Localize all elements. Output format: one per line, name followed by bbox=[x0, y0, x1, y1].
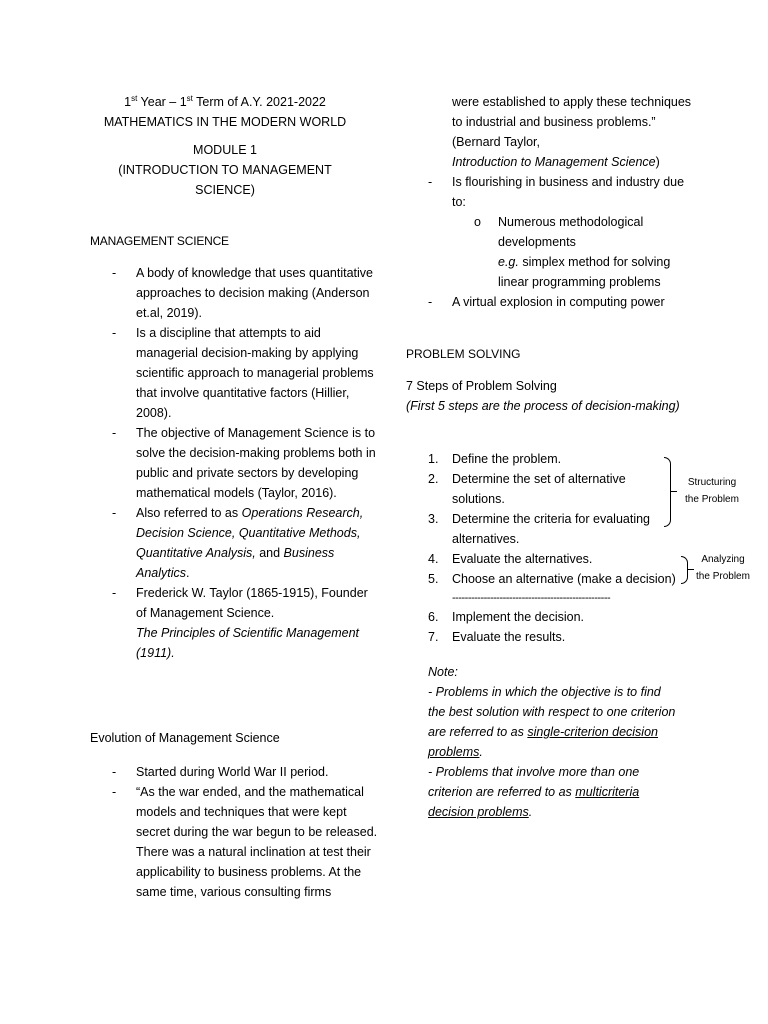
step-item: 5. Choose an alternative (make a decision) bbox=[428, 572, 676, 586]
list-item: - Frederick W. Taylor (1865-1915), Founder of Management Science. The Principles of Scientific Management (1911). bbox=[112, 586, 368, 660]
steps-subheading: 7 Steps of Problem Solving bbox=[406, 379, 557, 393]
management-science-section bbox=[90, 231, 380, 663]
step-item: 2. Determine the set of alternative solutions. bbox=[428, 472, 626, 506]
note-paragraph: - Problems that involve more than one criterion are referred to as multicriteria decision problems. bbox=[428, 765, 640, 819]
definition-list bbox=[90, 263, 380, 663]
note-section bbox=[428, 662, 678, 822]
step-item: 6. Implement the decision. bbox=[428, 610, 585, 624]
structuring-brace bbox=[664, 457, 671, 527]
year-number: 1 bbox=[124, 95, 132, 109]
steps-list bbox=[406, 449, 696, 647]
step-item: 1. Define the problem. bbox=[428, 452, 562, 466]
problem-solving-section bbox=[406, 344, 696, 416]
list-item: - The objective of Management Science is to solve the decision-making problems both in public and private sectors by developing mathematical models (Taylor, 2016). bbox=[112, 426, 376, 500]
note-label: Note: bbox=[428, 665, 458, 679]
step-divider: -------------------------------------------------- bbox=[452, 592, 611, 604]
step-item: 3. Determine the criteria for evaluating alternatives. bbox=[428, 512, 651, 546]
list-item: - A virtual explosion in computing power bbox=[428, 295, 665, 309]
step-item: 4. Evaluate the alternatives. bbox=[428, 552, 593, 566]
steps-list-container bbox=[406, 449, 696, 647]
evolution-list bbox=[90, 762, 380, 902]
note-paragraph: - Problems in which the objective is to find the best solution with respect to one criterion are referred to as single-criterion decision problems. bbox=[428, 685, 676, 759]
document-header bbox=[90, 92, 360, 200]
term-suffix: st bbox=[186, 93, 193, 103]
analyzing-brace bbox=[681, 556, 688, 584]
list-item: - A body of knowledge that uses quantitative approaches to decision making (Anderson et.al, 2019). bbox=[112, 266, 373, 320]
module-title: (INTRODUCTION TO MANAGEMENT SCIENCE) bbox=[118, 163, 332, 197]
term-line bbox=[90, 92, 360, 112]
list-item-continued: were established to apply these techniques to industrial and business problems.” (Bernard Taylor, Introduction to Management Science) bbox=[452, 95, 692, 169]
evolution-continued bbox=[406, 92, 696, 312]
analyzing-label: Analyzing the Problem bbox=[696, 554, 750, 582]
list-item: - “As the war ended, and the mathematical models and techniques that were kept secret during the war begun to be released. There was a natural inclination at test their applicability to business problems. At the same time, various consulting firms bbox=[112, 785, 378, 899]
term-text: Year – 1 bbox=[137, 95, 187, 109]
list-item: - Started during World War II period. bbox=[112, 765, 329, 779]
module-number: MODULE 1 bbox=[193, 143, 257, 157]
sub-list-item: o Numerous methodological developments e.g. simplex method for solving linear programming problems bbox=[474, 215, 671, 289]
list-item: - Also referred to as Operations Research, Decision Science, Quantitative Methods, Quantitative Analysis, and Business Analytics. bbox=[112, 506, 364, 580]
evolution-section bbox=[90, 728, 380, 902]
term-year: Term of A.Y. 2021-2022 bbox=[192, 95, 326, 109]
list-item: - Is flourishing in business and industry due to: o Numerous methodological developments e.g. simplex method for solving linear programming problems bbox=[406, 172, 696, 292]
section-heading: Evolution of Management Science bbox=[90, 731, 280, 745]
steps-note: (First 5 steps are the process of decision-making) bbox=[406, 399, 680, 413]
course-title: MATHEMATICS IN THE MODERN WORLD bbox=[103, 115, 347, 129]
list-item: - Is a discipline that attempts to aid managerial decision-making by applying scientific approach to managerial problems that involve quantitative factors (Hillier, 2008). bbox=[112, 326, 374, 420]
structuring-label: Structuring the Problem bbox=[685, 477, 739, 505]
section-heading: MANAGEMENT SCIENCE bbox=[90, 234, 229, 248]
year-suffix: st bbox=[131, 93, 138, 103]
step-item: 7. Evaluate the results. bbox=[428, 630, 566, 644]
section-heading: PROBLEM SOLVING bbox=[406, 347, 521, 361]
